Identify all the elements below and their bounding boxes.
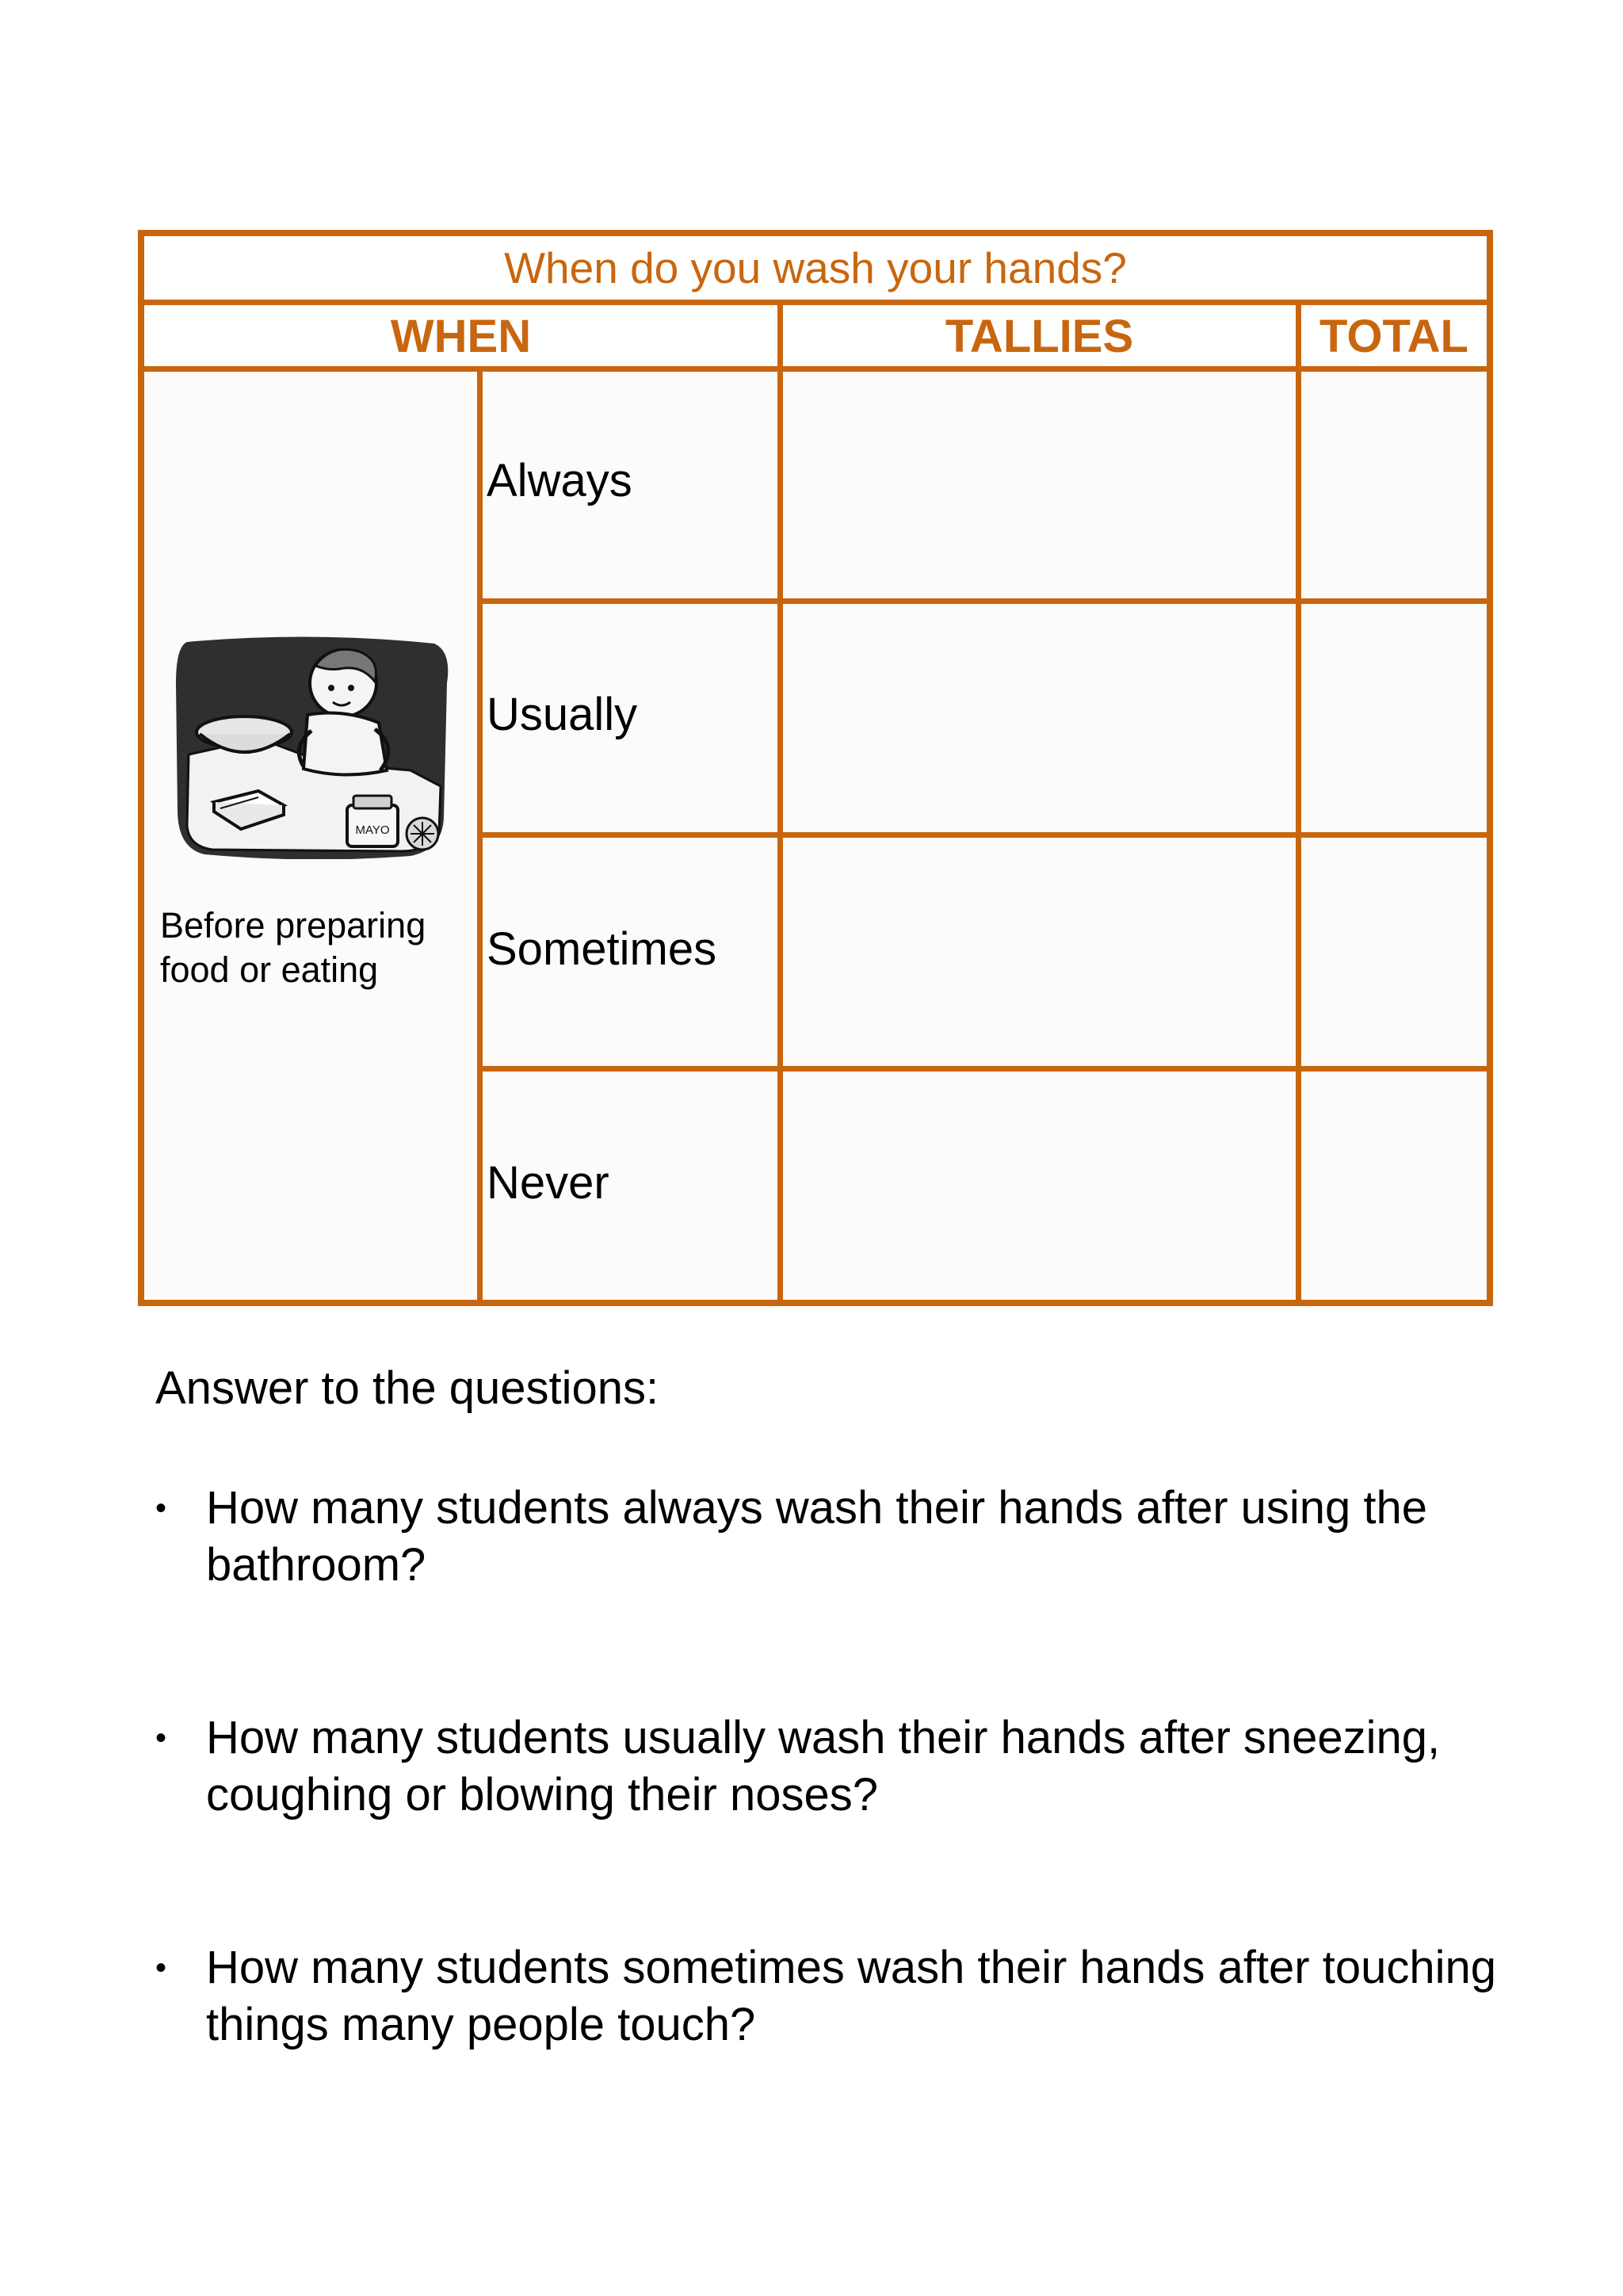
- frequency-label-always: Always: [487, 455, 632, 506]
- row-divider: [477, 832, 1487, 838]
- column-divider: [1296, 300, 1301, 1300]
- bullet-icon: •: [155, 1950, 167, 1985]
- header-total: TOTAL: [1319, 310, 1468, 362]
- activity-label: Before preparing food or eating: [160, 905, 426, 990]
- header-divider: [144, 366, 1487, 372]
- total-cell[interactable]: [1301, 604, 1487, 832]
- title-divider: [144, 300, 1487, 305]
- frequency-label-usually: Usually: [487, 689, 638, 740]
- total-cell[interactable]: [1301, 372, 1487, 598]
- total-cell[interactable]: [1301, 1072, 1487, 1300]
- jar-label: MAYO: [355, 823, 390, 837]
- row-divider: [477, 1066, 1487, 1072]
- tallies-cell[interactable]: [783, 372, 1296, 598]
- frequency-label-never: Never: [487, 1157, 609, 1209]
- tallies-cell[interactable]: [783, 604, 1296, 832]
- question-text: How many students sometimes wash their hands after touching things many people touch?: [206, 1942, 1497, 2050]
- bullet-icon: •: [155, 1721, 167, 1755]
- header-tallies: TALLIES: [945, 310, 1134, 362]
- tallies-cell[interactable]: [783, 1072, 1296, 1300]
- column-divider: [777, 300, 783, 1300]
- column-divider: [477, 366, 483, 1300]
- frequency-label-sometimes: Sometimes: [487, 923, 717, 975]
- tallies-cell[interactable]: [783, 838, 1296, 1066]
- table-title: When do you wash your hands?: [504, 243, 1127, 292]
- total-cell[interactable]: [1301, 838, 1487, 1066]
- header-when: WHEN: [390, 310, 532, 362]
- question-text: How many students always wash their hands after using the bathroom?: [206, 1482, 1428, 1591]
- handwashing-survey-table: [138, 230, 1493, 1306]
- row-divider: [477, 598, 1487, 604]
- questions-heading: Answer to the questions:: [155, 1362, 659, 1414]
- child-making-sandwich-illustration: [173, 636, 449, 859]
- question-text: How many students usually wash their hands after sneezing, coughing or blowing their noses?: [206, 1712, 1441, 1820]
- bullet-icon: •: [155, 1491, 167, 1526]
